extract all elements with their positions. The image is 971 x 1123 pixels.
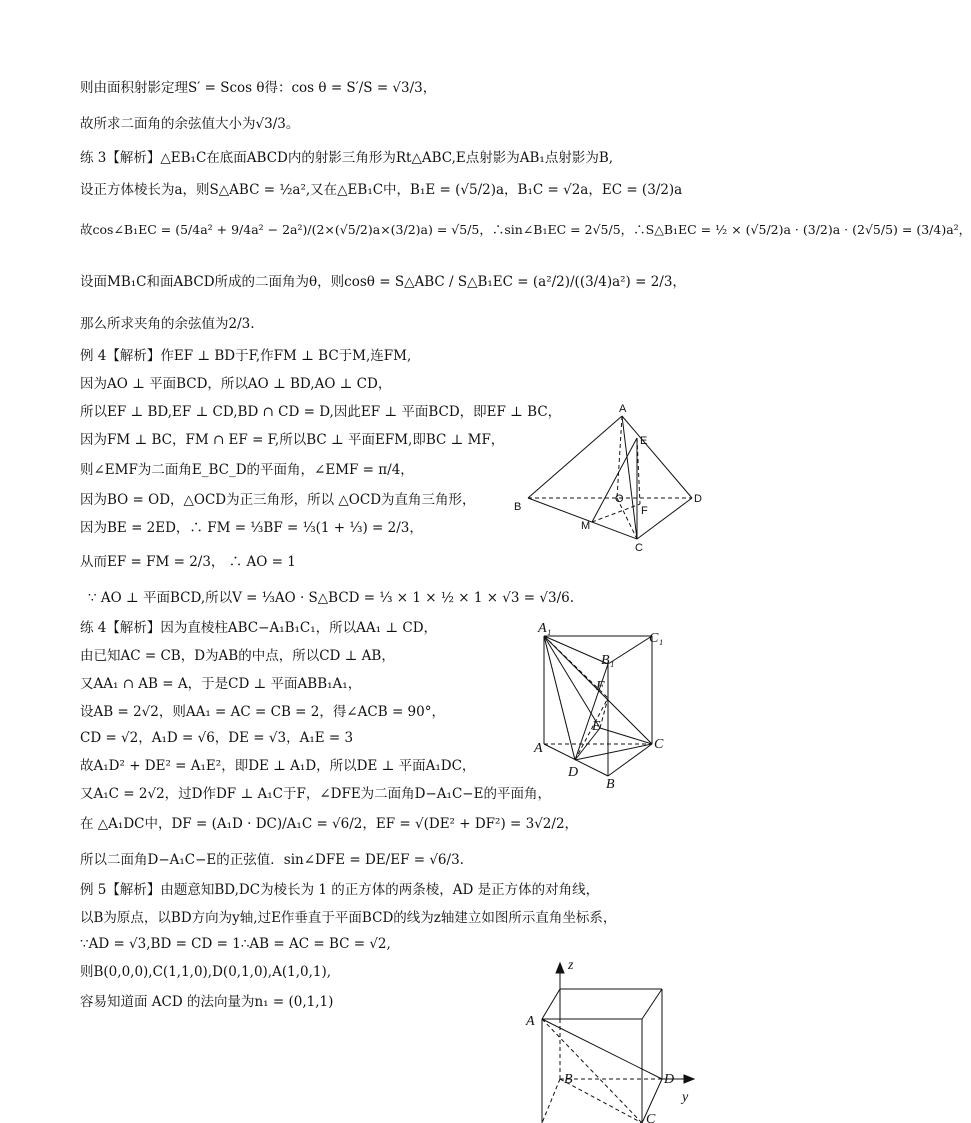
label-B: B <box>514 501 522 513</box>
text-line: 因为AO ⊥ 平面BCD，所以AO ⊥ BD,AO ⊥ CD， <box>80 376 392 392</box>
text-line: 又AA₁ ∩ AB = A，于是CD ⊥ 平面ABB₁A₁， <box>80 676 362 692</box>
label-C1: C₁ <box>649 631 664 646</box>
text-line: 故A₁D² + DE² = A₁E²，即DE ⊥ A₁D，所以DE ⊥ 平面A₁DC， <box>80 758 476 774</box>
cube-figure <box>522 955 702 1123</box>
label-C: C <box>646 1112 656 1123</box>
text-line: 以B为原点，以BD方向为y轴,过E作垂直于平面BCD的线为z轴建立如图所示直角坐标系， <box>80 910 617 926</box>
label-E: E <box>592 719 601 734</box>
label-A: A <box>534 741 543 756</box>
label-z: z <box>568 958 574 973</box>
label-C: C <box>635 542 643 554</box>
text-line: ∵AD = √3,BD = CD = 1∴AB = AC = BC = √2, <box>80 936 391 952</box>
label-F: F <box>641 505 648 517</box>
label-A: A <box>619 403 627 415</box>
label-M: M <box>581 520 591 532</box>
text-line: 在 △A₁DC中，DF = (A₁D · DC)/A₁C = √6/2，EF = √(DE² + DF²) = 3√2/2， <box>80 816 579 832</box>
label-B: B <box>606 777 615 792</box>
text-line: 所以EF ⊥ BD,EF ⊥ CD,BD ∩ CD = D,因此EF ⊥ 平面BCD，即EF ⊥ BC， <box>80 404 562 420</box>
label-y: y <box>682 1090 689 1105</box>
text-line: 从而EF = FM = 2/3， ∴ AO = 1 <box>80 554 296 570</box>
text-line: 例 4【解析】作EF ⊥ BD于F,作FM ⊥ BC于M,连FM, <box>80 348 412 364</box>
label-O: O <box>615 493 624 505</box>
text-line: 练 4【解析】因为直棱柱ABC−A₁B₁C₁，所以AA₁ ⊥ CD， <box>80 620 438 636</box>
label-C: C <box>654 737 664 752</box>
text-line: 由已知AC = CB，D为AB的中点，所以CD ⊥ AB， <box>80 648 395 664</box>
text-line: 故所求二面角的余弦值大小为√3/3。 <box>80 116 300 132</box>
prism-figure <box>528 618 678 793</box>
text-line: 例 5【解析】由题意知BD,DC为棱长为 1 的正方体的两条棱，AD 是正方体的对角线， <box>80 882 600 898</box>
label-A: A <box>526 1014 535 1029</box>
label-B: B <box>564 1072 573 1087</box>
text-line: 设正方体棱长为a，则S△ABC = ½a²,又在△EB₁C中，B₁E = (√5/2)a，B₁C = √2a，EC = (3/2)a <box>80 182 683 198</box>
label-D: D <box>694 493 702 505</box>
text-line: 又A₁C = 2√2，过D作DF ⊥ A₁C于F，∠DFE为二面角D−A₁C−E的平面角， <box>80 786 551 802</box>
text-line: 则∠EMF为二面角E_BC_D的平面角，∠EMF = π/4， <box>80 462 414 478</box>
text-line: 则由面积射影定理S′ = Scos θ得：cos θ = S′/S = √3/3， <box>80 80 437 96</box>
text-line: ∵ AO ⊥ 平面BCD,所以V = ⅓AO · S△BCD = ⅓ × 1 × ½ × 1 × √3 = √3/6. <box>88 590 575 606</box>
text-line: 因为BO = OD，△OCD为正三角形，所以 △OCD为直角三角形， <box>80 492 476 508</box>
label-D: D <box>568 765 579 780</box>
label-A1: A₁ <box>538 621 552 636</box>
text-line: 因为FM ⊥ BC，FM ∩ EF = F,所以BC ⊥ 平面EFM,即BC ⊥ MF， <box>80 432 505 448</box>
text-line: 练 3【解析】△EB₁C在底面ABCD内的射影三角形为Rt△ABC,E点射影为AB₁点射影为B, <box>80 150 614 166</box>
text-line: 则B(0,0,0),C(1,1,0),D(0,1,0),A(1,0,1), <box>80 964 332 980</box>
text-line: 因为BE = 2ED，∴ FM = ⅓BF = ⅓(1 + ⅓) = 2/3， <box>80 520 423 536</box>
label-E: E <box>640 435 648 447</box>
text-line: 设AB = 2√2，则AA₁ = AC = CB = 2，得∠ACB = 90°， <box>80 704 445 720</box>
pyramid-figure <box>505 398 715 558</box>
text-line: 设面MB₁C和面ABCD所成的二面角为θ，则cosθ = S△ABC / S△B₁EC = (a²/2)/((3/4)a²) = 2/3， <box>80 274 686 290</box>
text-line: 容易知道面 ACD 的法向量为n₁ = (0,1,1) <box>80 994 334 1010</box>
text-line: 所以二面角D−A₁C−E的正弦值．sin∠DFE = DE/EF = √6/3. <box>80 852 464 868</box>
label-B1: B₁ <box>601 653 615 668</box>
label-F: F <box>596 679 605 694</box>
text-line: CD = √2，A₁D = √6，DE = √3，A₁E = 3 <box>80 730 354 746</box>
text-line: 故cos∠B₁EC = (5/4a² + 9/4a² − 2a²)/(2×(√5/2)a×(3/2)a) = √5/5，∴sin∠B₁EC = 2√5/5，∴S△B₁EC = ½ × (√5/2)a · (3/2)a · (2√5/5) = (3/4)a²， <box>80 222 971 237</box>
label-D: D <box>664 1072 675 1087</box>
text-line: 那么所求夹角的余弦值为2/3. <box>80 316 255 332</box>
